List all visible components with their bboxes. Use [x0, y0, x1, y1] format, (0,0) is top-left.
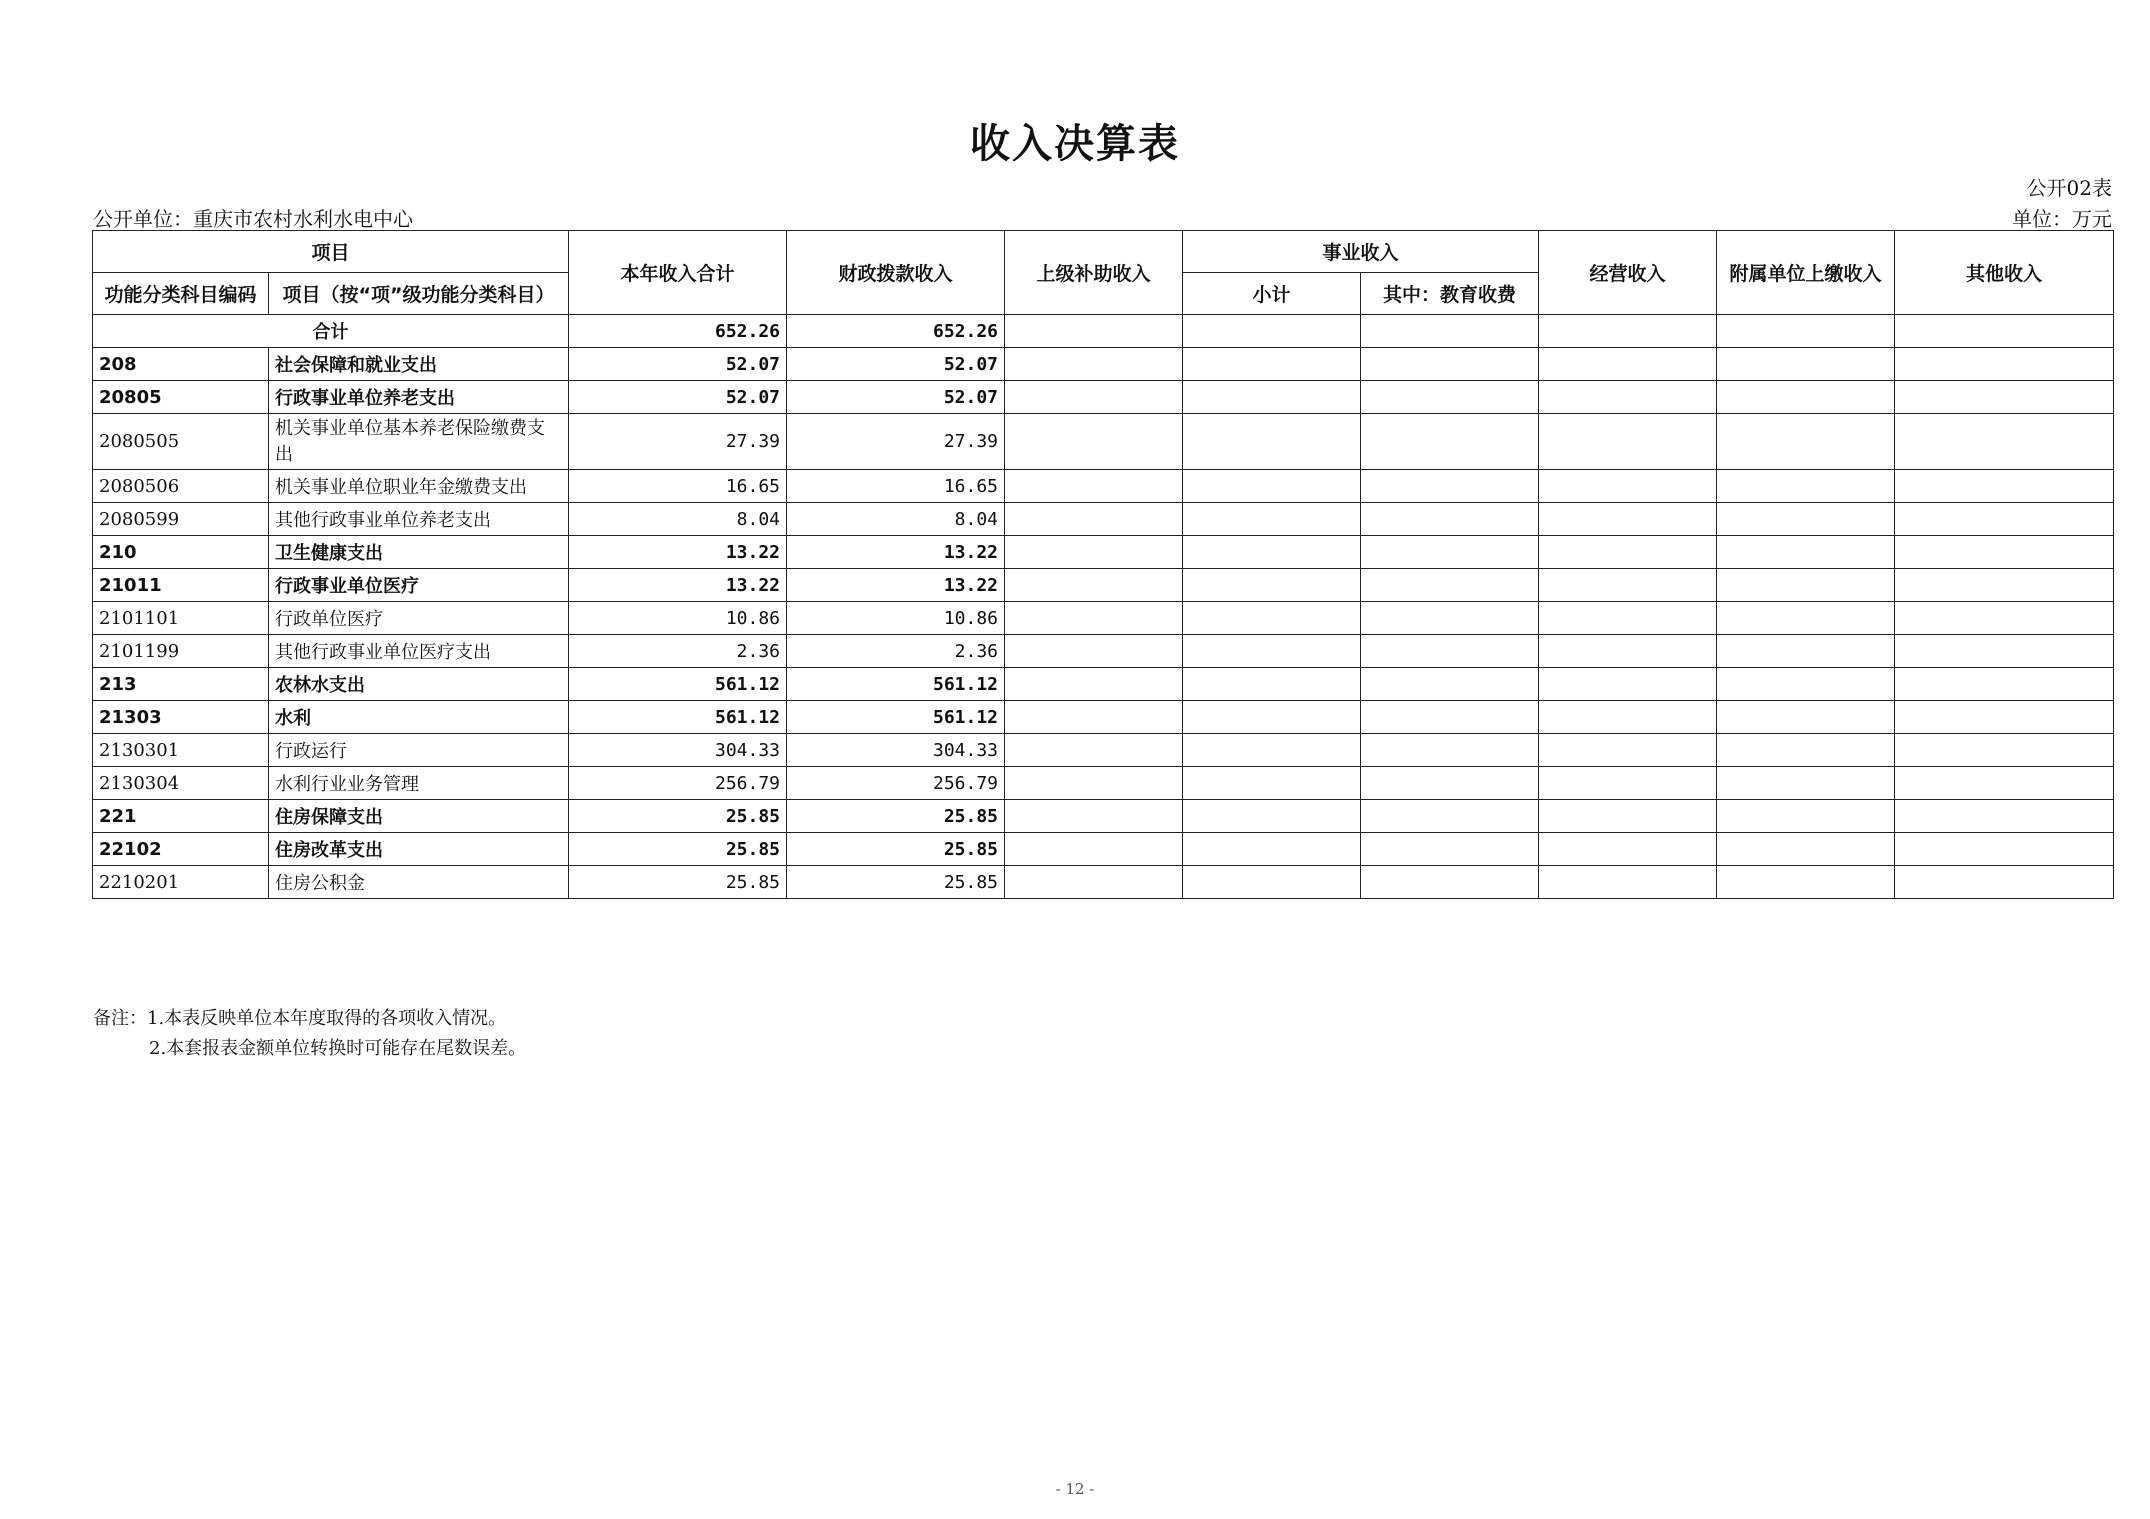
row-name: 水利行业业务管理	[269, 767, 569, 800]
row-name: 行政事业单位养老支出	[269, 381, 569, 414]
row-total: 8.04	[569, 503, 787, 536]
reporting-unit: 公开单位：重庆市农村水利水电中心	[93, 207, 413, 231]
row-fiscal: 16.65	[787, 470, 1005, 503]
row-total: 561.12	[569, 701, 787, 734]
header-item-name: 项目（按“项”级功能分类科目）	[269, 273, 569, 315]
row-code: 2130301	[93, 734, 269, 767]
table-row	[93, 800, 2114, 833]
header-other: 其他收入	[1895, 231, 2114, 315]
row-name: 机关事业单位职业年金缴费支出	[269, 470, 569, 503]
row-total: 561.12	[569, 668, 787, 701]
header-fiscal: 财政拨款收入	[787, 231, 1005, 315]
row-total: 16.65	[569, 470, 787, 503]
row-name: 住房保障支出	[269, 800, 569, 833]
header-total-income: 本年收入合计	[569, 231, 787, 315]
table-row	[93, 569, 2114, 602]
row-fiscal: 2.36	[787, 635, 1005, 668]
table-row	[93, 635, 2114, 668]
total-fiscal-cell: 652.26	[787, 315, 1005, 348]
header-subtotal: 小计	[1183, 273, 1361, 315]
row-fiscal: 25.85	[787, 800, 1005, 833]
row-code: 2130304	[93, 767, 269, 800]
row-code: 21011	[93, 569, 269, 602]
row-fiscal: 304.33	[787, 734, 1005, 767]
header-operating: 经营收入	[1539, 231, 1717, 315]
row-name: 卫生健康支出	[269, 536, 569, 569]
header-project: 项目	[93, 231, 569, 273]
header-business-income: 事业收入	[1183, 231, 1539, 273]
row-fiscal: 561.12	[787, 668, 1005, 701]
row-total: 52.07	[569, 381, 787, 414]
row-name: 行政事业单位医疗	[269, 569, 569, 602]
table-row	[93, 701, 2114, 734]
row-code: 2101199	[93, 635, 269, 668]
row-code: 2080506	[93, 470, 269, 503]
row-total: 13.22	[569, 569, 787, 602]
row-code: 2101101	[93, 602, 269, 635]
row-code: 2080599	[93, 503, 269, 536]
row-code: 208	[93, 348, 269, 381]
total-income-cell: 652.26	[569, 315, 787, 348]
row-total: 10.86	[569, 602, 787, 635]
header-education-fee: 其中：教育收费	[1361, 273, 1539, 315]
row-fiscal: 13.22	[787, 569, 1005, 602]
row-fiscal: 561.12	[787, 701, 1005, 734]
table-row	[93, 602, 2114, 635]
page-number: - 12 -	[1055, 1480, 1095, 1498]
row-total: 13.22	[569, 536, 787, 569]
table-row	[93, 381, 2114, 414]
table-row	[93, 866, 2114, 899]
row-total: 25.85	[569, 833, 787, 866]
row-code: 2210201	[93, 866, 269, 899]
row-name: 机关事业单位基本养老保险缴费支出	[269, 414, 569, 470]
page-title: 收入决算表	[970, 121, 1180, 167]
total-row	[93, 315, 2114, 348]
row-code: 213	[93, 668, 269, 701]
row-total: 304.33	[569, 734, 787, 767]
row-name: 住房改革支出	[269, 833, 569, 866]
row-name: 住房公积金	[269, 866, 569, 899]
row-total: 25.85	[569, 800, 787, 833]
row-total: 2.36	[569, 635, 787, 668]
note-line-2: 2.本套报表金额单位转换时可能存在尾数误差。	[149, 1038, 527, 1059]
row-fiscal: 52.07	[787, 348, 1005, 381]
header-affiliated: 附属单位上缴收入	[1717, 231, 1895, 315]
row-total: 256.79	[569, 767, 787, 800]
table-row	[93, 503, 2114, 536]
row-fiscal: 13.22	[787, 536, 1005, 569]
row-fiscal: 25.85	[787, 866, 1005, 899]
header-func-code: 功能分类科目编码	[93, 273, 269, 315]
row-code: 221	[93, 800, 269, 833]
notes	[93, 1004, 526, 1064]
row-fiscal: 8.04	[787, 503, 1005, 536]
row-fiscal: 52.07	[787, 381, 1005, 414]
row-code: 2080505	[93, 414, 269, 470]
table-row	[93, 767, 2114, 800]
row-name: 社会保障和就业支出	[269, 348, 569, 381]
row-code: 21303	[93, 701, 269, 734]
table-row	[93, 414, 2114, 470]
row-name: 行政单位医疗	[269, 602, 569, 635]
row-code: 22102	[93, 833, 269, 866]
row-total: 27.39	[569, 414, 787, 470]
note-line-1: 备注：1.本表反映单位本年度取得的各项收入情况。	[93, 1008, 507, 1029]
row-total: 52.07	[569, 348, 787, 381]
table-row	[93, 833, 2114, 866]
row-total: 25.85	[569, 866, 787, 899]
table-number: 公开02表	[2026, 176, 2112, 200]
row-fiscal: 27.39	[787, 414, 1005, 470]
table-row	[93, 536, 2114, 569]
table-row	[93, 470, 2114, 503]
row-name: 其他行政事业单位医疗支出	[269, 635, 569, 668]
row-name: 水利	[269, 701, 569, 734]
header-superior-subsidy: 上级补助收入	[1005, 231, 1183, 315]
income-table	[92, 230, 2114, 899]
total-label: 合计	[93, 315, 569, 348]
row-code: 20805	[93, 381, 269, 414]
row-fiscal: 10.86	[787, 602, 1005, 635]
row-name: 其他行政事业单位养老支出	[269, 503, 569, 536]
row-name: 农林水支出	[269, 668, 569, 701]
table-row	[93, 348, 2114, 381]
row-fiscal: 256.79	[787, 767, 1005, 800]
row-name: 行政运行	[269, 734, 569, 767]
table-row	[93, 734, 2114, 767]
table-row	[93, 668, 2114, 701]
row-code: 210	[93, 536, 269, 569]
currency-unit: 单位：万元	[2012, 207, 2112, 231]
row-fiscal: 25.85	[787, 833, 1005, 866]
